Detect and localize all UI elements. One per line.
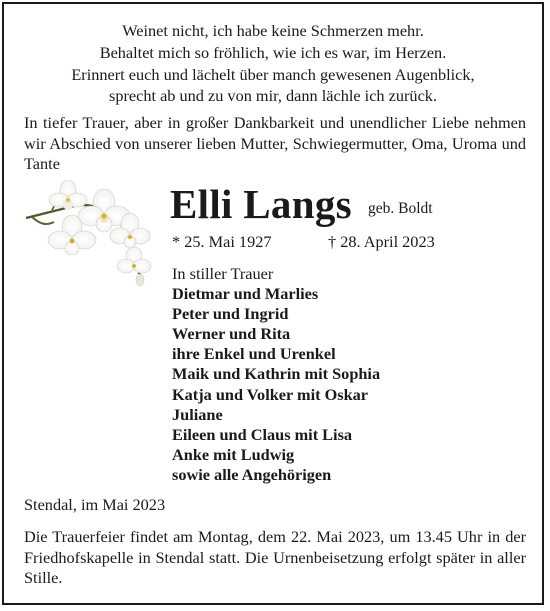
poem-line: Weinet nicht, ich habe keine Schmerzen mehr. [122, 21, 424, 40]
deceased-name: Elli Langs [170, 181, 352, 227]
mourner-entry: ihre Enkel und Urenkel [172, 344, 336, 364]
funeral-notice: Die Trauerfeier findet am Montag, dem 22. Mai 2023, um 13.45 Uhr in der Friedhofskapelle in Stendal statt. Die Urnenbeisetzung erfolgt später in aller Stille. [24, 527, 526, 587]
mourner-entry: sowie alle Angehörigen [172, 464, 332, 484]
poem [0, 20, 546, 107]
place-date: Stendal, im Mai 2023 [24, 495, 166, 514]
mourners-list [172, 264, 380, 485]
birth-date: * 25. Mai 1927 [172, 232, 272, 251]
mourners-heading: In stiller Trauer [172, 264, 274, 283]
mourner-entry: Werner und Rita [172, 324, 291, 344]
poem-line: Behaltet mich so fröhlich, wie ich es war, im Herzen. [99, 42, 447, 62]
mourner-entry: Peter und Ingrid [172, 304, 289, 324]
orchid-icon [22, 180, 162, 292]
death-date: † 28. April 2023 [328, 232, 435, 251]
mourner-entry: Juliane [172, 404, 223, 424]
mourner-entry: Eileen und Claus mit Lisa [172, 424, 353, 444]
mourner-entry: Katja und Volker mit Oskar [172, 384, 369, 404]
intro-text: In tiefer Trauer, aber in großer Dankbarkeit und unendlicher Liebe nehmen wir Abschied von unserer lieben Mutter, Schwiegermutter, Oma, Uroma und Tante [24, 113, 526, 173]
maiden-name: geb. Boldt [368, 200, 433, 217]
poem-line: sprecht ab und zu von mir, dann lächle ich zurück. [108, 86, 438, 106]
poem-line: Erinnert euch und lächelt über manch gewesenen Augenblick, [71, 64, 475, 84]
mourner-entry: Dietmar und Marlies [172, 284, 319, 304]
mourner-entry: Anke mit Ludwig [172, 444, 295, 464]
mourner-entry: Maik und Kathrin mit Sophia [172, 364, 381, 384]
